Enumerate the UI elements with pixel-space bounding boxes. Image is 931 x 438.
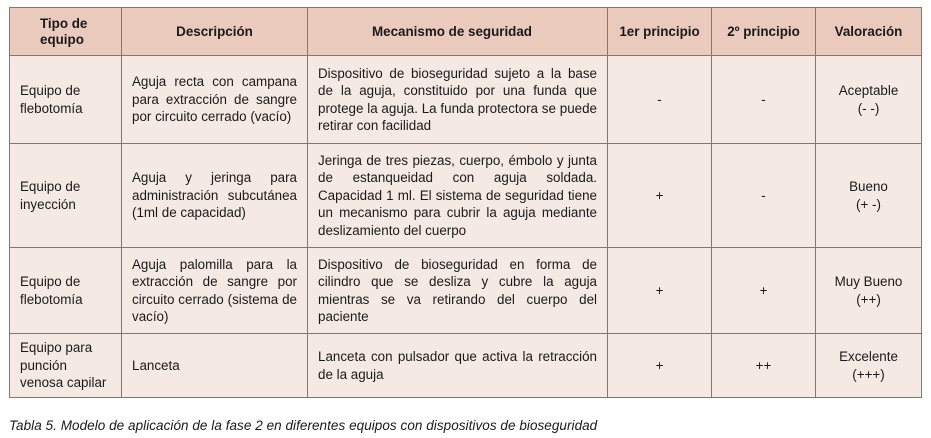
valoracion-code: (+ -) xyxy=(856,196,881,212)
cell-principio-1: + xyxy=(608,334,712,398)
cell-principio-1: - xyxy=(608,56,712,144)
cell-valoracion xyxy=(816,144,922,248)
valoracion-code: (++) xyxy=(856,291,881,307)
table-header-row xyxy=(10,8,922,56)
cell-valoracion xyxy=(816,248,922,334)
cell-tipo: Equipo de flebotomía xyxy=(10,248,122,334)
header-valoracion: Valoración xyxy=(816,8,922,56)
cell-descripcion: Aguja recta con campana para extracción de sangre por circuito cerrado (vacío) xyxy=(122,56,308,144)
valoracion-label: Aceptable xyxy=(838,83,899,99)
header-mecanismo: Mecanismo de seguridad xyxy=(308,8,608,56)
cell-descripcion: Aguja palomilla para la extracción de sangre por circuito cerrado (sistema de vacío) xyxy=(122,248,308,334)
cell-principio-2: - xyxy=(712,144,816,248)
cell-principio-1: + xyxy=(608,248,712,334)
header-principio-2: 2º principio xyxy=(712,8,816,56)
cell-mecanismo: Jeringa de tres piezas, cuerpo, émbolo y junta de estanqueidad con aguja soldada. Capacidad 1 ml. El sistema de seguridad tiene un mecanismo para cubrir la aguja mediante deslizamiento del cuerpo xyxy=(308,144,608,248)
cell-mecanismo: Dispositivo de bioseguridad sujeto a la base de la aguja, constituido por una funda que protege la aguja. La funda protectora se puede retirar con facilidad xyxy=(308,56,608,144)
cell-tipo: Equipo de flebotomía xyxy=(10,56,122,144)
cell-principio-2: - xyxy=(712,56,816,144)
cell-descripcion: Aguja y jeringa para administración subcutánea (1ml de capacidad) xyxy=(122,144,308,248)
valoracion-code: (+++) xyxy=(852,366,885,382)
cell-valoracion xyxy=(816,334,922,398)
header-tipo: Tipo de equipo xyxy=(10,8,122,56)
cell-mecanismo: Dispositivo de bioseguridad en forma de cilindro que se desliza y cubre la aguja mientras se va retirando del cuerpo del paciente xyxy=(308,248,608,334)
table-row xyxy=(10,248,922,334)
cell-mecanismo: Lanceta con pulsador que activa la retracción de la aguja xyxy=(308,334,608,398)
header-principio-1: 1er principio xyxy=(608,8,712,56)
valoracion-code: (- -) xyxy=(857,100,880,116)
cell-principio-2: ++ xyxy=(712,334,816,398)
valoracion-label: Excelente xyxy=(839,349,898,365)
table-row xyxy=(10,144,922,248)
valoracion-label: Muy Bueno xyxy=(834,274,903,290)
valoracion-label: Bueno xyxy=(849,179,888,195)
cell-tipo: Equipo de inyección xyxy=(10,144,122,248)
cell-principio-2: + xyxy=(712,248,816,334)
cell-tipo: Equipo para punción venosa capilar xyxy=(10,334,122,398)
table-row xyxy=(10,334,922,398)
cell-valoracion xyxy=(816,56,922,144)
table-row xyxy=(10,56,922,144)
cell-principio-1: + xyxy=(608,144,712,248)
table-caption: Tabla 5. Modelo de aplicación de la fase 2 en diferentes equipos con dispositivos de bioseguridad xyxy=(9,418,598,433)
safety-devices-table xyxy=(9,7,922,398)
header-descripcion: Descripción xyxy=(122,8,308,56)
cell-descripcion: Lanceta xyxy=(122,334,308,398)
